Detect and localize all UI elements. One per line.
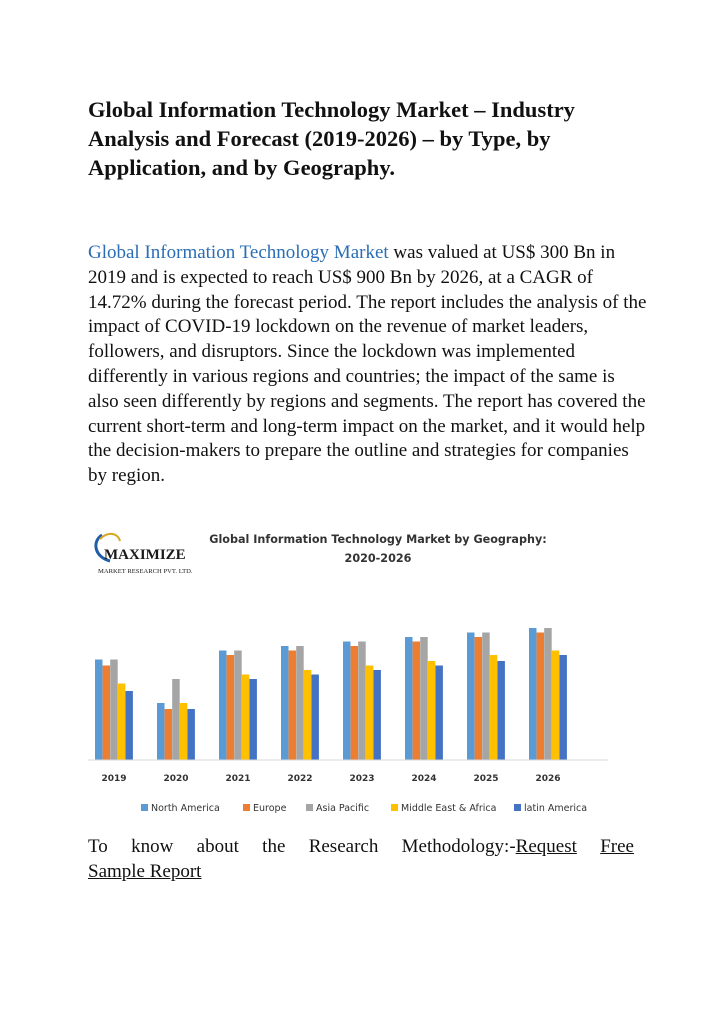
bar-2020-north-america — [157, 703, 165, 760]
legend-swatch — [306, 804, 313, 811]
footer-word: know — [131, 836, 174, 857]
bar-2020-europe — [165, 709, 173, 760]
bar-2021-latin-america — [249, 679, 257, 760]
bar-2026-middle-east-africa — [552, 651, 560, 761]
bar-2022-europe — [289, 651, 297, 761]
x-tick-label: 2024 — [411, 774, 437, 784]
bar-2025-latin-america — [497, 661, 505, 760]
x-tick-label: 2021 — [225, 774, 251, 784]
document-title: Global Information Technology Market – Industry Analysis and Forecast (2019-2026) – by Type, by Application, and by Geography. — [88, 97, 575, 180]
x-tick-label: 2023 — [349, 774, 375, 784]
bar-2024-middle-east-africa — [428, 661, 436, 760]
legend-label: latin America — [524, 803, 588, 814]
x-tick-labels — [101, 774, 560, 784]
x-tick-label: 2019 — [101, 774, 127, 784]
bar-2021-north-america — [219, 651, 227, 761]
maximize-logo — [96, 534, 193, 575]
logo-subtext: MARKET RESEARCH PVT. LTD. — [98, 568, 193, 575]
bar-2023-latin-america — [373, 670, 381, 760]
bar-2025-north-america — [467, 633, 475, 761]
chart-subtitle: 2020-2026 — [344, 552, 412, 565]
chart-title: Global Information Technology Market by Geography: — [209, 533, 547, 546]
bar-2025-europe — [475, 637, 483, 760]
footer-word: Methodology:-Request — [401, 836, 577, 857]
sample-report-link[interactable]: Sample Report — [88, 861, 202, 882]
bar-2019-middle-east-africa — [118, 684, 126, 761]
footer-word: the — [262, 836, 286, 857]
bar-2022-asia-pacific — [296, 646, 304, 760]
bar-2026-asia-pacific — [544, 628, 552, 760]
request-sample-link-free[interactable]: Free — [600, 836, 634, 857]
bar-2023-asia-pacific — [358, 642, 366, 761]
bar-2022-north-america — [281, 646, 289, 760]
x-tick-label: 2022 — [287, 774, 313, 784]
footer-line-2 — [88, 859, 634, 884]
bar-2020-asia-pacific — [172, 679, 180, 760]
x-tick-label: 2026 — [535, 774, 561, 784]
chart-legend — [141, 803, 587, 814]
bar-2019-asia-pacific — [110, 660, 118, 761]
legend-label: Asia Pacific — [316, 803, 370, 814]
market-link[interactable]: Global Information Technology Market — [88, 242, 389, 263]
bar-2019-latin-america — [125, 691, 132, 760]
legend-label: North America — [151, 803, 220, 814]
bar-2024-europe — [413, 642, 421, 761]
bar-2023-north-america — [343, 642, 351, 761]
bar-2026-latin-america — [559, 655, 567, 760]
footer-word: To — [88, 836, 108, 857]
footer-word: Research — [308, 836, 379, 857]
legend-label: Europe — [253, 803, 287, 814]
bar-2021-europe — [227, 655, 235, 760]
footer-paragraph — [88, 834, 634, 884]
x-tick-label: 2020 — [163, 774, 189, 784]
bar-group — [95, 628, 567, 760]
bar-2022-latin-america — [311, 675, 319, 761]
logo-brand: MAXIMIZE — [104, 547, 186, 563]
bar-2024-north-america — [405, 637, 413, 760]
bar-2020-middle-east-africa — [180, 703, 188, 760]
footer-word: about — [196, 836, 239, 857]
intro-paragraph — [88, 241, 648, 489]
request-sample-link[interactable]: Request — [515, 836, 577, 857]
bar-2025-asia-pacific — [482, 633, 490, 761]
bar-2024-latin-america — [435, 666, 443, 761]
legend-label: Middle East & Africa — [401, 803, 497, 814]
legend-swatch — [243, 804, 250, 811]
bar-2026-europe — [537, 633, 545, 761]
bar-2020-latin-america — [187, 709, 195, 760]
legend-swatch — [514, 804, 521, 811]
logo-swoosh-2 — [100, 534, 120, 541]
bar-2021-asia-pacific — [234, 651, 242, 761]
bar-2019-north-america — [95, 660, 103, 761]
bar-2023-europe — [351, 646, 359, 760]
bar-2022-middle-east-africa — [304, 670, 312, 760]
bar-2019-europe — [103, 666, 111, 761]
legend-swatch — [391, 804, 398, 811]
bar-2026-north-america — [529, 628, 537, 760]
footer-line-1 — [88, 834, 634, 859]
bar-2021-middle-east-africa — [242, 675, 250, 761]
bar-2024-asia-pacific — [420, 637, 428, 760]
bar-2025-middle-east-africa — [490, 655, 498, 760]
geography-bar-chart — [88, 527, 608, 827]
bar-2023-middle-east-africa — [366, 666, 374, 761]
legend-swatch — [141, 804, 148, 811]
paragraph-body: was valued at US$ 300 Bn in 2019 and is expected to reach US$ 900 Bn by 2026, at a CAGR of 14.72% during the forecast period. The report includes the analysis of the impact of COVID-19 lockdown on the revenue of market leaders, followers, and disruptors. Since the lockdown was implemented differently in various regions and countries; the impact of the same is also seen differently by regions and segments. The report has covered the current short-term and long-term impact on the market, and it would help the decision-makers to prepare the outline and strategies for companies by region. — [88, 242, 647, 487]
x-tick-label: 2025 — [473, 774, 499, 784]
